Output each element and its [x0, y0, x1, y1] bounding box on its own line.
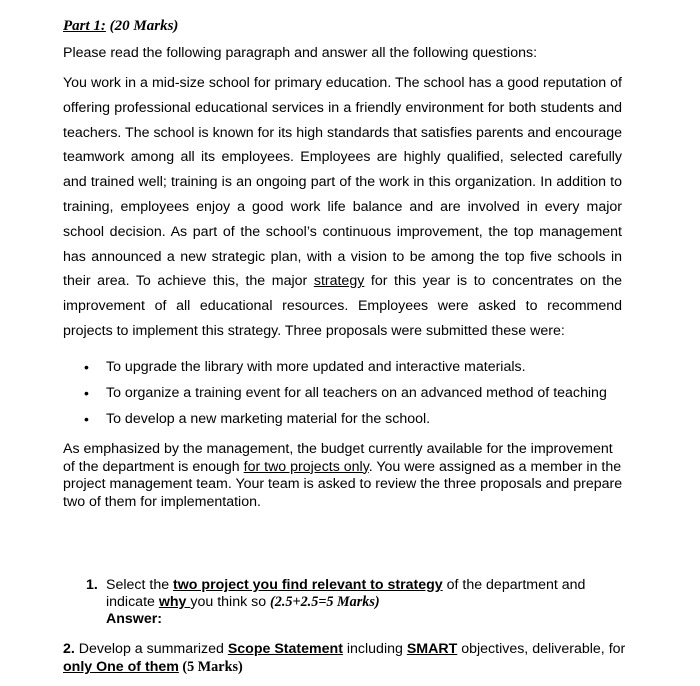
q1-emphasis: two project you find relevant to strategy	[173, 577, 443, 593]
q1-text: of the department and indicate	[106, 577, 586, 610]
proposal-text: To upgrade the library with more updated and interactive materials.	[106, 359, 526, 375]
q1-text: you think so	[190, 594, 271, 610]
list-item	[84, 354, 644, 380]
scenario-paragraph	[63, 71, 622, 344]
proposal-text: To organize a training event for all teachers on an advanced method of teaching	[106, 385, 607, 401]
q1-text: Select the	[106, 577, 174, 593]
q2-text: objectives, deliverable, for	[457, 641, 626, 657]
q2-smart: SMART	[406, 641, 458, 657]
question-2	[63, 640, 633, 676]
q1-why: why	[158, 594, 191, 610]
question-1-number: 1.	[86, 577, 98, 593]
q2-text: including	[342, 641, 407, 657]
list-item	[84, 406, 644, 432]
budget-text-end: . You were assigned as a member in the project management team. Your team is asked to review the three proposals and prepare two of them for implementation.	[63, 458, 623, 510]
instructions: Please read the following paragraph and answer all the following questions:	[63, 45, 538, 61]
q2-marks: (5 Marks)	[178, 659, 243, 675]
budget-text-start: As emphasized by the management, the budget currently available for the improvement of the department is enough	[63, 441, 613, 475]
part-marks: (20 Marks)	[105, 18, 179, 34]
q2-scope: Scope Statement	[227, 641, 343, 657]
budget-emphasis: for two projects only	[243, 458, 369, 475]
bullet-icon: •	[84, 411, 89, 427]
scenario-text-start: You work in a mid-size school for primary education. The school has a good reputation of offering professional educational services in a friendly environment for both students and teachers. The school is known for its high standards that satisfies parents and encourage teamwork among all its employees. Employees are highly qualified, selected carefully and trained well; training is an ongoing part of the work in this organization. In addition to training, employees enjoy a good work life balance and are involved in every major school decision. As part of the school’s continuous improvement, the top management has announced a new strategic plan, with a vision to be among the top five schools in their area. To achieve this, the major	[63, 75, 622, 290]
scenario-text-end: for this year is to concentrates on the improvement of all educational resources. Employees were asked to recommend projects to implement this strategy. Three proposals were submitted these were:	[63, 273, 622, 339]
q1-marks: (2.5+2.5=5 Marks)	[270, 594, 380, 610]
part-heading	[63, 18, 178, 35]
budget-paragraph	[63, 441, 623, 511]
bullet-icon: •	[84, 359, 89, 375]
q2-only-one: only One of them	[63, 659, 179, 675]
answer-label: Answer:	[106, 611, 162, 627]
q2-text: Develop a summarized	[74, 641, 228, 657]
list-item	[84, 380, 644, 406]
question-2-number: 2.	[63, 641, 75, 657]
proposals-list	[84, 354, 644, 432]
proposal-text: To develop a new marketing material for the school.	[106, 411, 431, 427]
part-label: Part 1:	[63, 18, 106, 34]
question-1	[86, 577, 626, 628]
strategy-term: strategy	[313, 273, 365, 290]
bullet-icon: •	[84, 385, 89, 401]
question-1-body	[106, 577, 626, 628]
